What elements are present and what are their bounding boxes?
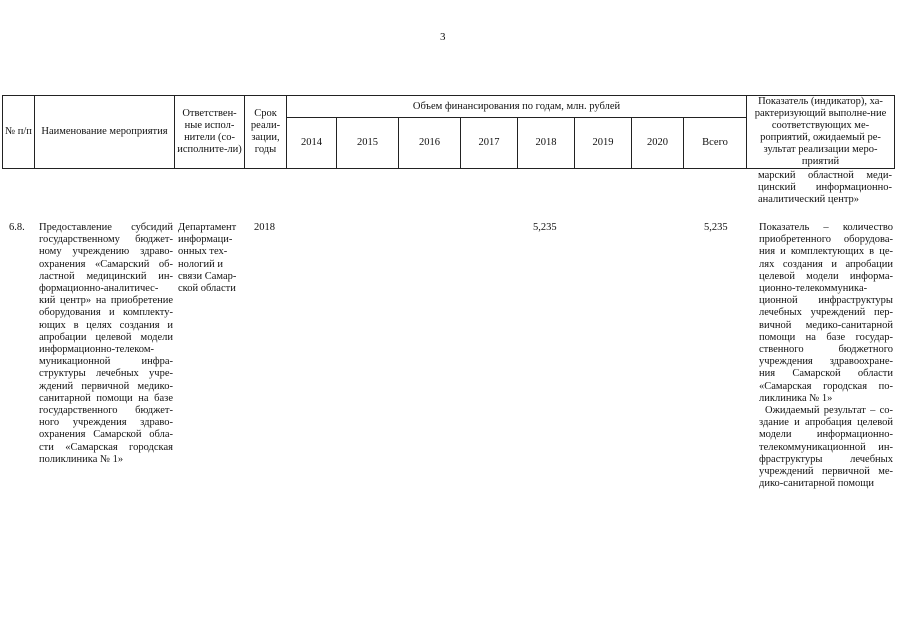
row-value-total: 5,235 [704, 222, 728, 233]
header-term: Срок реали-зации, годы [245, 96, 287, 169]
header-number: № п/п [3, 96, 35, 169]
row-name: Предоставление субсидий государственному бюджет-ному учреждению здраво-охранения «Самарский об-ластной медицинский ин-формационно-аналитичес-кий центр» на приобретение оборудования и комплекту-ющих в целях создания и апробации целевой модели информационно-телеком-муникационной инфра-структуры лечебных учре-ждений первичной медико-санитарной помощи на базе государственного бюджет-ного учреждения здраво-охранения Самарской обла-сти «Самарская городская поликлиника № 1» [39, 222, 173, 465]
header-name: Наименование мероприятия [35, 96, 175, 169]
header-year: 2014 [287, 118, 337, 169]
header-indicator: Показатель (индикатор), ха-рактеризующий выполне-ние соответствующих ме-роприятий, ожидаемый ре-зультат реализации меро-приятий [747, 96, 895, 169]
page-number: 3 [440, 31, 446, 43]
header-year: 2018 [518, 118, 575, 169]
header-year: 2016 [399, 118, 461, 169]
header-year: 2017 [461, 118, 518, 169]
header-funding: Объем финансирования по годам, млн. рублей [287, 96, 747, 118]
header-total: Всего [684, 118, 747, 169]
row-indicator-block [759, 222, 893, 490]
header-responsible: Ответствен-ные испол-нители (со-исполните-ли) [175, 96, 245, 169]
row-term: 2018 [254, 222, 275, 233]
header-year: 2019 [575, 118, 632, 169]
row-expected-result: Ожидаемый результат – со-здание и апробация целевой модели информационно-телекоммуникационной ин-фраструктуры лечебных учреждений первичной ме-дико-санитарной помощи [759, 405, 893, 490]
table-header [2, 95, 895, 169]
row-value-2018: 5,235 [533, 222, 557, 233]
header-year: 2015 [337, 118, 399, 169]
row-responsible: Департамент информаци-онных тех-нологий и связи Самар-ской области [178, 222, 237, 295]
header-year: 2020 [632, 118, 684, 169]
row-number: 6.8. [9, 222, 25, 233]
continuation-text: марский областной меди-цинский информационно-аналитический центр» [758, 170, 892, 206]
row-indicator: Показатель – количество приобретенного оборудова-ния и комплектующих в це-лях создания и апробации целевой модели информа-ционно-телекоммуника-ционной инфраструктуры лечебных учреждений пер-вичной медико-санитарной помощи на базе государ-ственного бюджетного учреждения здравоохране-ния Самарской области «Самарская городская по-ликлиника № 1» [759, 222, 893, 404]
